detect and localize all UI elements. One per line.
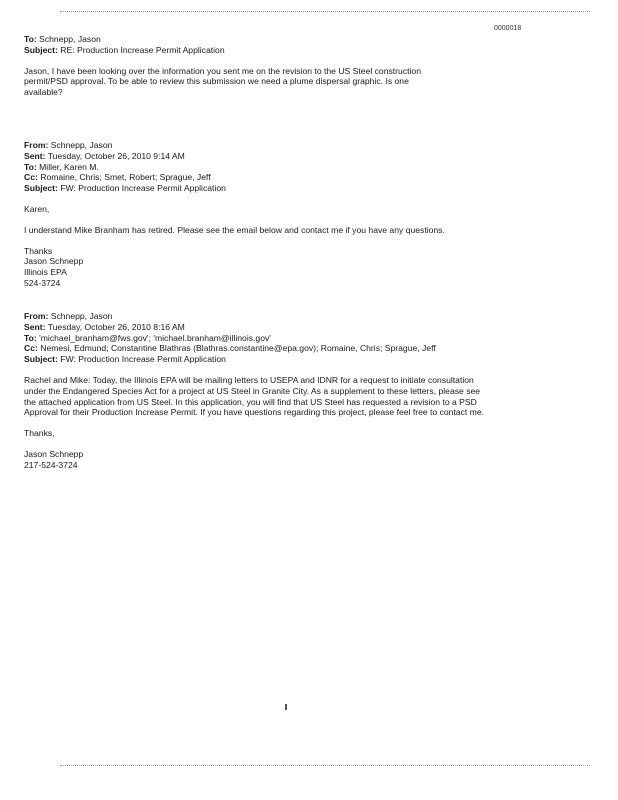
signature-line: Illinois EPA xyxy=(24,267,67,278)
page-id: 0000018 xyxy=(494,25,522,32)
body-line: Rachel and Mike: Today, the Illinois EPA will be mailing letters to USEPA and IDNR for a request to initiate consultation xyxy=(24,374,474,385)
header-label: Sent: xyxy=(24,321,46,332)
signature-line: 524-3724 xyxy=(24,277,61,288)
header-value: Tuesday, October 26, 2010 9:14 AM xyxy=(47,150,185,161)
scan-edge-bottom xyxy=(60,765,590,766)
reply-body-line: available? xyxy=(24,87,63,98)
signature-line: Thanks xyxy=(24,245,53,256)
header-from xyxy=(24,311,584,322)
header-from xyxy=(24,140,584,151)
body-line: Approval for their Production Increase Permit. If you have questions regarding this project, please feel free to contact me. xyxy=(24,407,485,418)
body-line: under the Endangered Species Act for a project at US Steel in Granite City. As a supplement to these letters, please see xyxy=(24,385,481,396)
header-value: Schnepp, Jason xyxy=(50,140,113,150)
header-label: Cc: xyxy=(24,172,38,183)
scan-edge-top xyxy=(60,11,590,12)
signature-line: Jason Schnepp xyxy=(24,448,84,459)
reply-email xyxy=(24,34,584,98)
header-to xyxy=(24,333,584,344)
header-label: Cc: xyxy=(24,343,38,354)
reply-body-line: Jason, I have been looking over the information you sent me on the revision to the US Steel construction xyxy=(24,65,421,76)
header-value: Romaine, Chris; Smet, Robert; Sprague, Jeff xyxy=(40,172,211,183)
forward-email-1 xyxy=(24,140,584,289)
scan-speck xyxy=(285,704,287,710)
header-cc xyxy=(24,343,584,354)
header-cc xyxy=(24,172,584,183)
header-label: Subject: xyxy=(24,183,58,194)
header-value: FW: Production Increase Permit Application xyxy=(60,354,226,365)
header-label: Subject: xyxy=(24,354,58,365)
header-label: From: xyxy=(24,140,49,150)
reply-to xyxy=(24,34,584,45)
forward-email-2 xyxy=(24,311,584,471)
body-line: I understand Mike Branham has retired. Please see the email below and contact me if you have any questions. xyxy=(24,224,445,235)
signature-line: Jason Schnepp xyxy=(24,256,84,267)
closing: Thanks, xyxy=(24,428,55,439)
header-label: To: xyxy=(24,332,37,343)
header-label: To: xyxy=(24,161,37,172)
header-label: From: xyxy=(24,311,49,321)
header-value: RE: Production Increase Permit Application xyxy=(60,44,225,55)
header-label: To: xyxy=(24,34,37,44)
body-line: the attached application from US Steel. In this application, you will find that US Steel has requested a revision to a PSD xyxy=(24,396,477,407)
header-label: Sent: xyxy=(24,150,46,161)
header-value: FW: Production Increase Permit Application xyxy=(60,183,226,194)
header-label: Subject: xyxy=(24,44,58,55)
header-value: Miller, Karen M. xyxy=(39,161,99,172)
header-value: Schnepp, Jason xyxy=(39,34,101,44)
header-to xyxy=(24,162,584,173)
header-subject xyxy=(24,183,584,194)
reply-body-line: permit/PSD approval. To be able to review this submission we need a plume dispersal graphic. Is one xyxy=(24,76,409,87)
greeting: Karen, xyxy=(24,203,50,214)
header-sent xyxy=(24,151,584,162)
header-value: Tuesday, October 26, 2010 8:16 AM xyxy=(47,321,185,332)
reply-subject xyxy=(24,45,584,56)
header-subject xyxy=(24,354,584,365)
header-value: 'michael_branham@fws.gov'; 'michael.branham@illinois.gov' xyxy=(39,332,271,343)
header-value: Schnepp, Jason xyxy=(50,311,113,321)
header-value: Nemesi, Edmund; Constantine Blathras (Blathras.constantine@epa.gov); Romaine, Chris; Sprague, Jeff xyxy=(40,343,436,354)
signature-line: 217-524-3724 xyxy=(24,459,78,470)
header-sent xyxy=(24,322,584,333)
